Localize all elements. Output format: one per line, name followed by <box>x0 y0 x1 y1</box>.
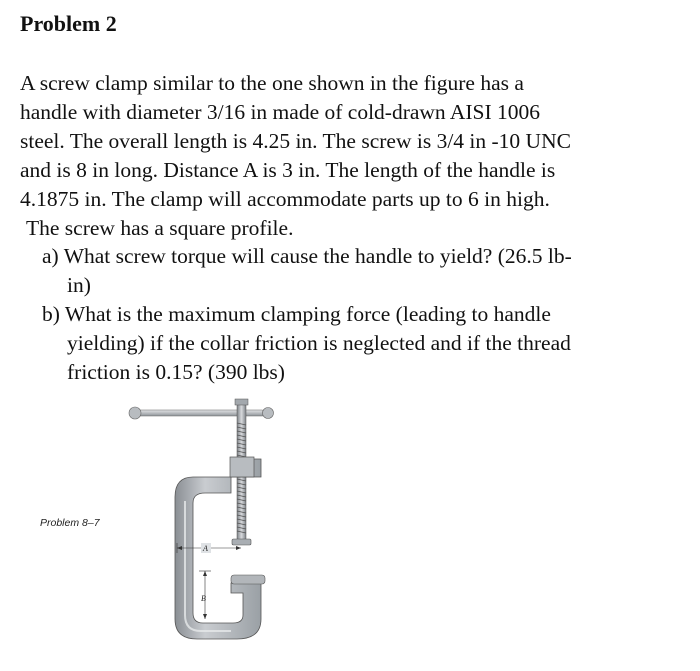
question-b <box>20 300 572 329</box>
dimension-b <box>199 571 211 619</box>
screw-clamp-drawing <box>115 393 315 663</box>
screw-boss <box>230 457 254 477</box>
question-list <box>20 242 572 387</box>
problem-statement <box>20 69 571 243</box>
screw-clamp-figure <box>115 393 315 663</box>
figure-caption: Problem 8–7 <box>40 517 100 529</box>
question-a-text: What screw torque will cause the handle to yield? (26.5 lb- <box>63 244 572 268</box>
question-a-continuation: in) <box>67 273 91 297</box>
statement-line: handle with diameter 3/16 in made of cold-drawn AISI 1006 <box>20 100 541 124</box>
statement-line: A screw clamp similar to the one shown in the figure has a <box>20 71 524 95</box>
statement-line: The screw has a square profile. <box>26 216 294 240</box>
anvil-pad <box>231 575 265 584</box>
handle-knob-left <box>129 407 141 419</box>
statement-line: and is 8 in long. Distance A is 3 in. The length of the handle is <box>20 158 556 182</box>
statement-line: 4.1875 in. The clamp will accommodate parts up to 6 in high. <box>20 187 550 211</box>
question-b-continuation: friction is 0.15? (390 lbs) <box>67 360 285 384</box>
question-b-text: What is the maximum clamping force (leading to handle <box>64 302 551 326</box>
handle-bar <box>129 407 274 419</box>
question-a <box>20 242 572 271</box>
dimension-b-label: B <box>201 594 206 603</box>
dimension-a-label: A <box>203 544 208 553</box>
problem-title: Problem 2 <box>20 11 117 36</box>
question-a-marker: a) <box>42 244 59 268</box>
statement-line: steel. The overall length is 4.25 in. The screw is 3/4 in -10 UNC <box>20 129 571 153</box>
handle-knob-right <box>263 408 274 419</box>
swivel-pad <box>232 539 251 545</box>
question-b-marker: b) <box>42 302 60 326</box>
question-b-continuation: yielding) if the collar friction is neglected and if the thread <box>67 331 571 355</box>
